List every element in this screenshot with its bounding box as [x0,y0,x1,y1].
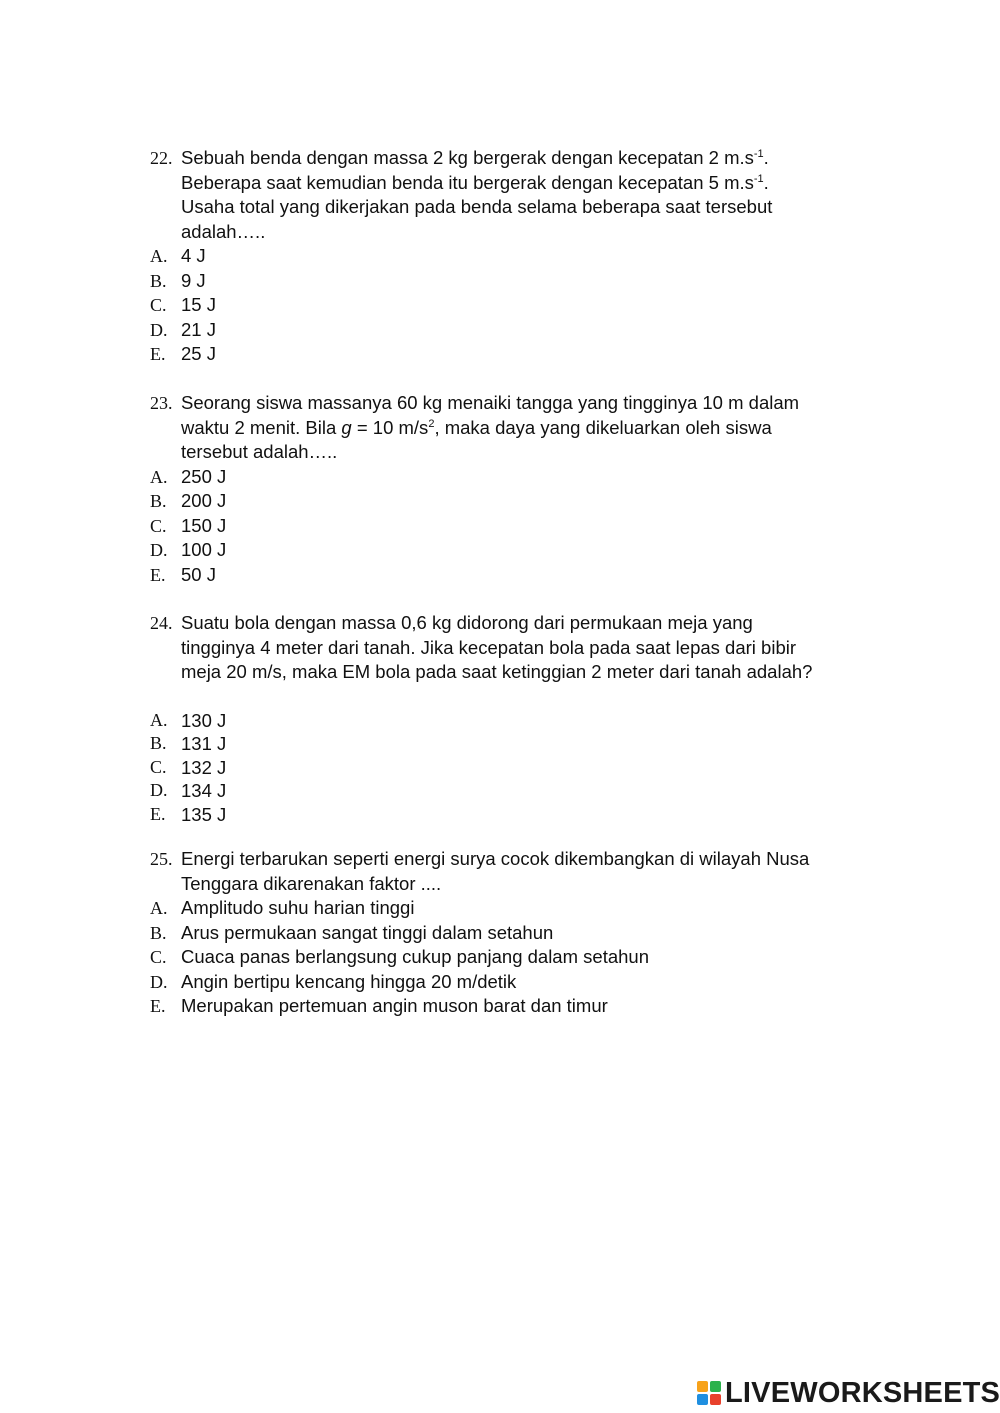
question-stem-line [150,416,890,441]
stem-text: Beberapa saat kemudian benda itu bergerak dengan kecepatan 5 m.s [181,171,754,193]
stem-text: Seorang siswa massanya 60 kg menaiki tangga yang tingginya 10 m dalam [181,392,800,413]
option-letter: E. [150,996,166,1016]
stem-text: Tenggara dikarenakan faktor .... [181,872,442,894]
question-stem-line [150,220,890,245]
question-stem-line [150,636,890,661]
option-text: 132 J [181,756,227,778]
stem-text: = 10 m/s [351,416,429,438]
logo-text: LIVEWORKSHEETS [725,1377,1000,1409]
option-text: 250 J [181,465,227,487]
option-c[interactable] [150,514,890,539]
option-a[interactable] [150,896,890,921]
question-22 [150,146,890,367]
option-letter: E. [150,564,166,585]
stem-text-after: . [763,147,769,168]
stem-text-after: . [763,171,769,193]
option-letter: B. [150,491,167,511]
question-stem-line [150,847,890,872]
stem-text: meja 20 m/s, maka EM bola pada saat ketinggian 2 meter dari tanah adalah? [181,661,813,682]
option-letter: B. [150,733,167,753]
option-letter: A. [150,246,168,266]
option-letter: A. [150,898,168,918]
option-b[interactable] [150,269,890,294]
option-text: 131 J [181,733,227,754]
question-stem-line [150,611,890,636]
stem-text: tingginya 4 meter dari tanah. Jika kecepatan bola pada saat lepas dari bibir [181,636,796,658]
option-letter: E. [150,803,166,824]
option-b[interactable] [150,732,890,756]
option-c[interactable] [150,293,890,318]
option-text: 135 J [181,803,227,825]
option-a[interactable] [150,465,890,490]
option-letter: D. [150,780,168,800]
option-letter: B. [150,270,167,291]
logo-mark-icon [697,1381,721,1405]
option-text: Angin bertipu kencang hingga 20 m/detik [181,970,517,992]
question-stem-line [150,146,890,171]
stem-text: Suatu bola dengan massa 0,6 kg didorong dari permukaan meja yang [181,612,753,633]
stem-text: Usaha total yang dikerjakan pada benda selama beberapa saat tersebut [181,196,773,217]
liveworksheets-logo [697,1376,1000,1410]
question-23 [150,391,890,587]
stem-text-after: , maka daya yang dikeluarkan oleh siswa [434,416,772,438]
option-text: 9 J [181,269,206,291]
option-letter: A. [150,466,168,487]
option-e[interactable] [150,803,890,827]
option-letter: A. [150,709,168,730]
question-stem-line [150,195,890,220]
option-letter: E. [150,344,166,364]
option-letter: C. [150,756,167,777]
option-a[interactable] [150,709,890,733]
option-e[interactable] [150,342,890,367]
logo-square-green [710,1381,721,1392]
option-letter: D. [150,540,168,560]
question-number: 24. [150,613,173,633]
option-letter: D. [150,971,168,992]
logo-square-blue [697,1394,708,1405]
option-c[interactable] [150,756,890,780]
option-d[interactable] [150,318,890,343]
option-text: Arus permukaan sangat tinggi dalam setahun [181,921,554,943]
option-e[interactable] [150,563,890,588]
option-letter: D. [150,319,168,340]
superscript: -1 [753,147,764,160]
option-text: Cuaca panas berlangsung cukup panjang dalam setahun [181,946,649,967]
question-stem-line [150,872,890,897]
option-c[interactable] [150,945,890,970]
option-letter: C. [150,947,167,967]
stem-text: Energi terbarukan seperti energi surya cocok dikembangkan di wilayah Nusa [181,848,810,869]
option-text: 25 J [181,343,216,364]
option-a[interactable] [150,244,890,269]
question-25 [150,847,890,1019]
logo-square-red [710,1394,721,1405]
stem-text: Sebuah benda dengan massa 2 kg bergerak dengan kecepatan 2 m.s [181,147,754,168]
variable-g: g [341,416,352,438]
option-text: 134 J [181,780,227,801]
question-stem-line [150,171,890,196]
question-stem-line [150,440,890,465]
option-text: Merupakan pertemuan angin muson barat dan timur [181,995,608,1016]
stem-text: waktu 2 menit. Bila [181,416,342,438]
option-text: 50 J [181,563,216,585]
question-24 [150,611,890,826]
option-text: 21 J [181,318,216,340]
superscript: -1 [753,172,764,185]
option-letter: B. [150,922,167,943]
option-b[interactable] [150,921,890,946]
option-text: 150 J [181,514,227,536]
option-letter: C. [150,295,167,315]
option-text: Amplitudo suhu harian tinggi [181,897,415,918]
option-text: 200 J [181,490,227,511]
option-e[interactable] [150,994,890,1019]
question-number: 25. [150,849,173,869]
option-letter: C. [150,515,167,536]
superscript: 2 [428,417,435,430]
question-stem-line [150,391,890,416]
logo-square-orange [697,1381,708,1392]
question-number: 22. [150,148,173,168]
option-text: 4 J [181,245,206,266]
option-d[interactable] [150,779,890,803]
option-text: 100 J [181,539,227,560]
option-text: 15 J [181,294,216,315]
stem-text: adalah….. [181,220,266,242]
option-d[interactable] [150,970,890,995]
question-number: 23. [150,393,173,413]
option-text: 130 J [181,709,227,731]
option-b[interactable] [150,489,890,514]
option-d[interactable] [150,538,890,563]
question-stem-line [150,660,890,685]
stem-text: tersebut adalah….. [181,441,338,462]
